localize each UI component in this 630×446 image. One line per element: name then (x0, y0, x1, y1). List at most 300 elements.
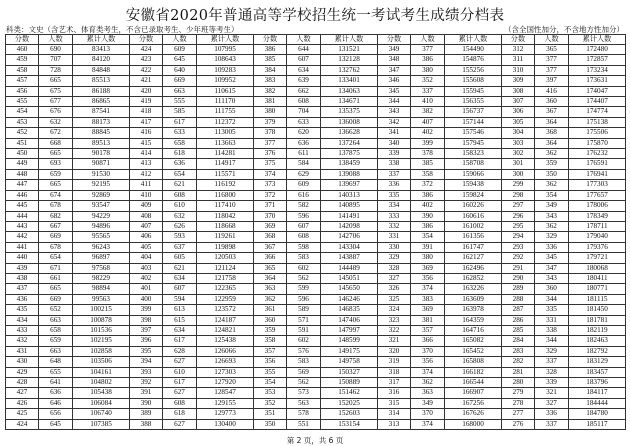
table-cell: 389 (130, 409, 163, 419)
table-cell: 87541 (73, 107, 130, 117)
table-cell: 440 (6, 253, 39, 263)
table-cell: 144489 (321, 263, 378, 273)
table-cell: 111170 (197, 97, 254, 107)
table-cell: 363 (411, 388, 445, 398)
table-cell: 728 (39, 65, 73, 75)
table-cell: 637 (163, 242, 197, 252)
table-cell: 120503 (197, 253, 254, 263)
table-cell: 618 (163, 409, 197, 419)
table-cell: 617 (163, 117, 197, 127)
table-cell: 347 (378, 65, 411, 75)
table-cell: 126693 (197, 357, 254, 367)
table-cell: 583 (287, 253, 321, 263)
table-cell: 381 (254, 97, 287, 107)
table-cell: 608 (287, 232, 321, 242)
table-cell: 441 (6, 242, 39, 252)
table-cell: 432 (6, 336, 39, 346)
table-cell: 446 (6, 190, 39, 200)
table-cell: 593 (163, 232, 197, 242)
table-cell: 331 (535, 315, 569, 325)
table-cell: 182463 (569, 336, 626, 346)
table-cell: 119898 (197, 242, 254, 252)
table-cell: 372 (254, 190, 287, 200)
table-row (6, 201, 626, 211)
table-cell: 173631 (569, 76, 626, 86)
table-cell: 321 (535, 388, 569, 398)
table-cell: 632 (163, 211, 197, 221)
table-cell: 449 (6, 159, 39, 169)
table-cell: 364 (254, 273, 287, 283)
table-cell: 434 (6, 315, 39, 325)
table-cell: 374 (254, 169, 287, 179)
table-cell: 183457 (569, 367, 626, 377)
table-cell: 403 (130, 263, 163, 273)
table-cell: 316 (378, 388, 411, 398)
table-cell: 401 (130, 284, 163, 294)
table-cell: 320 (378, 346, 411, 356)
table-cell: 354 (254, 378, 287, 388)
table-cell: 329 (535, 232, 569, 242)
table-cell: 174774 (569, 107, 626, 117)
table-cell: 178349 (569, 211, 626, 221)
table-cell: 283 (502, 346, 535, 356)
table-cell: 297 (502, 201, 535, 211)
table-cell: 562 (287, 273, 321, 283)
table-cell: 152025 (321, 398, 378, 408)
table-cell: 122365 (197, 284, 254, 294)
column-header: 分数 (6, 35, 39, 45)
table-cell: 163609 (445, 294, 502, 304)
table-cell: 108643 (197, 55, 254, 65)
table-cell: 113005 (197, 128, 254, 138)
table-cell: 618 (163, 149, 197, 159)
table-cell: 374 (411, 367, 445, 377)
table-cell: 361 (254, 305, 287, 315)
table-cell: 106740 (73, 409, 130, 419)
table-row (6, 325, 626, 335)
table-cell: 384 (254, 65, 287, 75)
column-header: 分数 (378, 35, 411, 45)
table-cell: 146835 (321, 305, 378, 315)
column-header: 分数 (130, 35, 163, 45)
table-cell: 411 (130, 180, 163, 190)
table-cell: 345 (535, 253, 569, 263)
table-cell: 161002 (445, 221, 502, 231)
table-cell: 439 (6, 263, 39, 273)
table-cell: 620 (287, 128, 321, 138)
table-cell: 345 (378, 86, 411, 96)
table-cell: 367 (535, 107, 569, 117)
table-cell: 327 (378, 273, 411, 283)
table-cell: 134671 (321, 97, 378, 107)
table-cell: 174047 (569, 86, 626, 96)
table-cell: 416 (535, 86, 569, 96)
table-cell: 100878 (73, 315, 130, 325)
column-header: 分数 (502, 35, 535, 45)
table-cell: 562 (287, 378, 321, 388)
table-cell: 675 (39, 86, 73, 96)
table-cell: 591 (287, 325, 321, 335)
table-cell: 291 (502, 263, 535, 273)
table-cell: 162496 (445, 263, 502, 273)
table-row (6, 65, 626, 75)
table-cell: 602 (287, 263, 321, 273)
table-cell: 109283 (197, 65, 254, 75)
table-row (6, 149, 626, 159)
table-cell: 377 (535, 55, 569, 65)
table-cell: 308 (502, 86, 535, 96)
table-cell: 166544 (445, 378, 502, 388)
table-cell: 278 (502, 398, 535, 408)
table-cell: 364 (535, 117, 569, 127)
table-cell: 356 (254, 357, 287, 367)
table-cell: 136628 (321, 128, 378, 138)
table-cell: 184444 (569, 398, 626, 408)
table-cell: 160226 (445, 201, 502, 211)
table-cell: 177303 (569, 180, 626, 190)
table-cell: 410 (130, 190, 163, 200)
table-cell: 368 (535, 128, 569, 138)
table-cell: 569 (287, 367, 321, 377)
table-cell: 172480 (569, 45, 626, 55)
table-cell: 414 (130, 149, 163, 159)
table-row (6, 86, 626, 96)
table-cell: 665 (39, 149, 73, 159)
table-cell: 84848 (73, 65, 130, 75)
table-cell: 373 (254, 180, 287, 190)
table-cell: 336 (535, 409, 569, 419)
table-cell: 149175 (321, 346, 378, 356)
table-cell: 408 (130, 211, 163, 221)
table-cell: 370 (254, 211, 287, 221)
table-cell: 89513 (73, 138, 130, 148)
table-cell: 634 (163, 273, 197, 283)
table-cell: 374 (411, 284, 445, 294)
table-cell: 659 (39, 169, 73, 179)
table-cell: 337 (535, 357, 569, 367)
table-row (6, 346, 626, 356)
table-row (6, 55, 626, 65)
table-cell: 337 (535, 419, 569, 429)
table-cell: 311 (502, 55, 535, 65)
table-cell: 112372 (197, 117, 254, 127)
table-cell: 315 (378, 398, 411, 408)
table-row (6, 263, 626, 273)
table-cell: 436 (6, 294, 39, 304)
table-cell: 91530 (73, 169, 130, 179)
table-cell: 164716 (445, 325, 502, 335)
table-cell: 424 (6, 419, 39, 429)
table-cell: 153154 (321, 419, 378, 429)
table-cell: 166907 (445, 388, 502, 398)
table-cell: 301 (502, 159, 535, 169)
table-cell: 287 (502, 305, 535, 315)
table-cell: 407 (411, 117, 445, 127)
table-cell: 395 (130, 346, 163, 356)
table-cell: 135375 (321, 107, 378, 117)
table-cell: 665 (39, 284, 73, 294)
table-cell: 656 (39, 409, 73, 419)
table-cell: 118668 (197, 221, 254, 231)
table-cell: 430 (6, 357, 39, 367)
table-cell: 429 (6, 367, 39, 377)
table-cell: 422 (130, 65, 163, 75)
table-cell: 137264 (321, 138, 378, 148)
table-cell: 423 (130, 55, 163, 65)
table-cell: 360 (535, 97, 569, 107)
table-cell: 105438 (73, 388, 130, 398)
table-cell: 94896 (73, 221, 130, 231)
table-cell: 453 (6, 117, 39, 127)
table-cell: 613 (163, 305, 197, 315)
table-cell: 645 (163, 55, 197, 65)
table-cell: 335 (535, 305, 569, 315)
table-cell: 180411 (569, 273, 626, 283)
table-cell: 302 (502, 149, 535, 159)
table-cell: 378 (411, 149, 445, 159)
table-cell: 346 (378, 76, 411, 86)
table-cell: 634 (287, 65, 321, 75)
table-cell: 363 (254, 284, 287, 294)
table-cell: 621 (163, 180, 197, 190)
table-cell: 172857 (569, 55, 626, 65)
table-cell: 307 (502, 97, 535, 107)
table-cell: 321 (378, 336, 411, 346)
table-cell: 303 (502, 138, 535, 148)
table-cell: 304 (502, 128, 535, 138)
table-body (6, 45, 626, 430)
table-cell: 325 (378, 294, 411, 304)
table-cell: 379 (254, 117, 287, 127)
table-cell: 607 (287, 221, 321, 231)
table-cell: 367 (254, 242, 287, 252)
table-cell: 396 (130, 336, 163, 346)
table-cell: 279 (502, 388, 535, 398)
column-header: 累计人数 (321, 35, 378, 45)
table-cell: 356 (411, 357, 445, 367)
table-cell: 608 (163, 190, 197, 200)
table-cell: 672 (39, 128, 73, 138)
table-cell: 132762 (321, 65, 378, 75)
table-cell: 415 (130, 138, 163, 148)
table-cell: 342 (378, 117, 411, 127)
table-row (6, 221, 626, 231)
table-cell: 285 (502, 325, 535, 335)
table-cell: 397 (535, 76, 569, 86)
table-cell: 100215 (73, 305, 130, 315)
table-cell: 127920 (197, 378, 254, 388)
table-cell: 375 (254, 159, 287, 169)
table-cell: 377 (254, 138, 287, 148)
table-cell: 86865 (73, 97, 130, 107)
table-cell: 104161 (73, 367, 130, 377)
table-cell: 362 (535, 221, 569, 231)
table-cell: 362 (535, 180, 569, 190)
table-cell: 162852 (445, 273, 502, 283)
table-cell: 658 (39, 325, 73, 335)
table-cell: 607 (163, 284, 197, 294)
table-cell: 371 (254, 201, 287, 211)
table-cell: 380 (411, 65, 445, 75)
table-cell: 106084 (73, 398, 130, 408)
table-cell: 158708 (445, 159, 502, 169)
table-cell: 349 (378, 45, 411, 55)
table-cell: 584 (287, 159, 321, 169)
table-cell: 599 (287, 284, 321, 294)
table-row (6, 169, 626, 179)
table-cell: 633 (287, 117, 321, 127)
table-cell: 152603 (321, 409, 378, 419)
table-row (6, 159, 626, 169)
table-cell: 149758 (321, 357, 378, 367)
table-cell: 137875 (321, 149, 378, 159)
table-cell: 145051 (321, 273, 378, 283)
table-cell: 348 (378, 55, 411, 65)
table-cell: 355 (254, 367, 287, 377)
table-cell: 344 (535, 336, 569, 346)
table-cell: 365 (254, 263, 287, 273)
table-cell: 633 (163, 128, 197, 138)
table-cell: 117410 (197, 201, 254, 211)
table-cell: 352 (254, 398, 287, 408)
table-cell: 399 (411, 138, 445, 148)
table-cell: 393 (130, 367, 163, 377)
table-cell: 426 (6, 398, 39, 408)
table-cell: 365 (535, 45, 569, 55)
table-cell: 608 (163, 398, 197, 408)
table-cell: 349 (411, 398, 445, 408)
table-cell: 90178 (73, 149, 130, 159)
table-cell: 293 (502, 242, 535, 252)
table-cell: 383 (254, 76, 287, 86)
table-cell: 385 (254, 55, 287, 65)
table-cell: 667 (39, 221, 73, 231)
table-row (6, 367, 626, 377)
table-row (6, 388, 626, 398)
table-cell: 163978 (445, 305, 502, 315)
table-row (6, 107, 626, 117)
table-cell: 655 (39, 367, 73, 377)
table-cell: 627 (163, 357, 197, 367)
table-cell: 607 (287, 55, 321, 65)
table-header-row (6, 35, 626, 45)
table-row (6, 284, 626, 294)
table-cell: 317 (378, 378, 411, 388)
table-cell: 96897 (73, 253, 130, 263)
table-cell: 156737 (445, 107, 502, 117)
table-cell: 176232 (569, 149, 626, 159)
table-cell: 131521 (321, 45, 378, 55)
table-cell: 179376 (569, 242, 626, 252)
table-row (6, 76, 626, 86)
table-cell: 663 (39, 315, 73, 325)
table-cell: 402 (411, 128, 445, 138)
table-cell: 678 (39, 201, 73, 211)
table-cell: 162127 (445, 253, 502, 263)
table-cell: 433 (6, 325, 39, 335)
table-row (6, 315, 626, 325)
table-cell: 654 (163, 169, 197, 179)
table-cell: 334 (378, 201, 411, 211)
table-cell: 450 (6, 149, 39, 159)
table-cell: 358 (254, 336, 287, 346)
table-cell: 369 (411, 305, 445, 315)
table-cell: 157546 (445, 128, 502, 138)
table-cell: 280 (502, 378, 535, 388)
column-header: 累计人数 (445, 35, 502, 45)
table-cell: 175506 (569, 128, 626, 138)
table-cell: 177657 (569, 190, 626, 200)
table-cell: 314 (378, 409, 411, 419)
column-header: 累计人数 (197, 35, 254, 45)
table-cell: 288 (502, 294, 535, 304)
table-cell: 142098 (321, 221, 378, 231)
table-cell: 98229 (73, 273, 130, 283)
table-cell: 563 (287, 398, 321, 408)
table-cell: 157945 (445, 138, 502, 148)
table-cell: 632 (39, 117, 73, 127)
table-cell: 627 (163, 388, 197, 398)
table-row (6, 336, 626, 346)
table-cell: 165452 (445, 346, 502, 356)
table-cell: 300 (502, 169, 535, 179)
table-cell: 312 (502, 45, 535, 55)
table-cell: 677 (39, 97, 73, 107)
table-cell: 443 (6, 221, 39, 231)
table-cell: 431 (6, 346, 39, 356)
table-cell: 84120 (73, 55, 130, 65)
table-cell: 658 (163, 138, 197, 148)
table-cell: 459 (6, 55, 39, 65)
table-cell: 182792 (569, 346, 626, 356)
table-cell: 452 (6, 128, 39, 138)
table-cell: 669 (39, 232, 73, 242)
table-cell: 179040 (569, 232, 626, 242)
table-cell: 154490 (445, 45, 502, 55)
table-cell: 366 (411, 336, 445, 346)
table-cell: 383 (411, 294, 445, 304)
table-cell: 125438 (197, 336, 254, 346)
table-cell: 343 (378, 107, 411, 117)
subject-note: 科类：文史（含艺术、体育类考生，不含已录取考生、少年班等考生） (6, 25, 239, 34)
table-cell: 305 (502, 117, 535, 127)
table-cell: 442 (6, 232, 39, 242)
table-cell: 598 (287, 242, 321, 252)
table-cell: 362 (411, 378, 445, 388)
table-cell: 359 (254, 325, 287, 335)
table-cell: 636 (163, 159, 197, 169)
table-cell: 182119 (569, 325, 626, 335)
table-cell: 93547 (73, 201, 130, 211)
table-cell: 385 (411, 159, 445, 169)
table-row (6, 45, 626, 55)
table-cell: 350 (254, 419, 287, 429)
table-cell: 107995 (197, 45, 254, 55)
table-cell: 147997 (321, 325, 378, 335)
table-cell: 578 (287, 409, 321, 419)
table-cell: 397 (130, 325, 163, 335)
table-cell: 324 (378, 305, 411, 315)
table-cell: 456 (6, 86, 39, 96)
table-cell: 103506 (73, 357, 130, 367)
table-cell: 122959 (197, 294, 254, 304)
column-header: 人数 (39, 35, 73, 45)
table-cell: 390 (130, 398, 163, 408)
table-cell: 336 (378, 180, 411, 190)
table-cell: 284 (502, 336, 535, 346)
table-cell: 332 (378, 221, 411, 231)
table-cell: 425 (6, 409, 39, 419)
